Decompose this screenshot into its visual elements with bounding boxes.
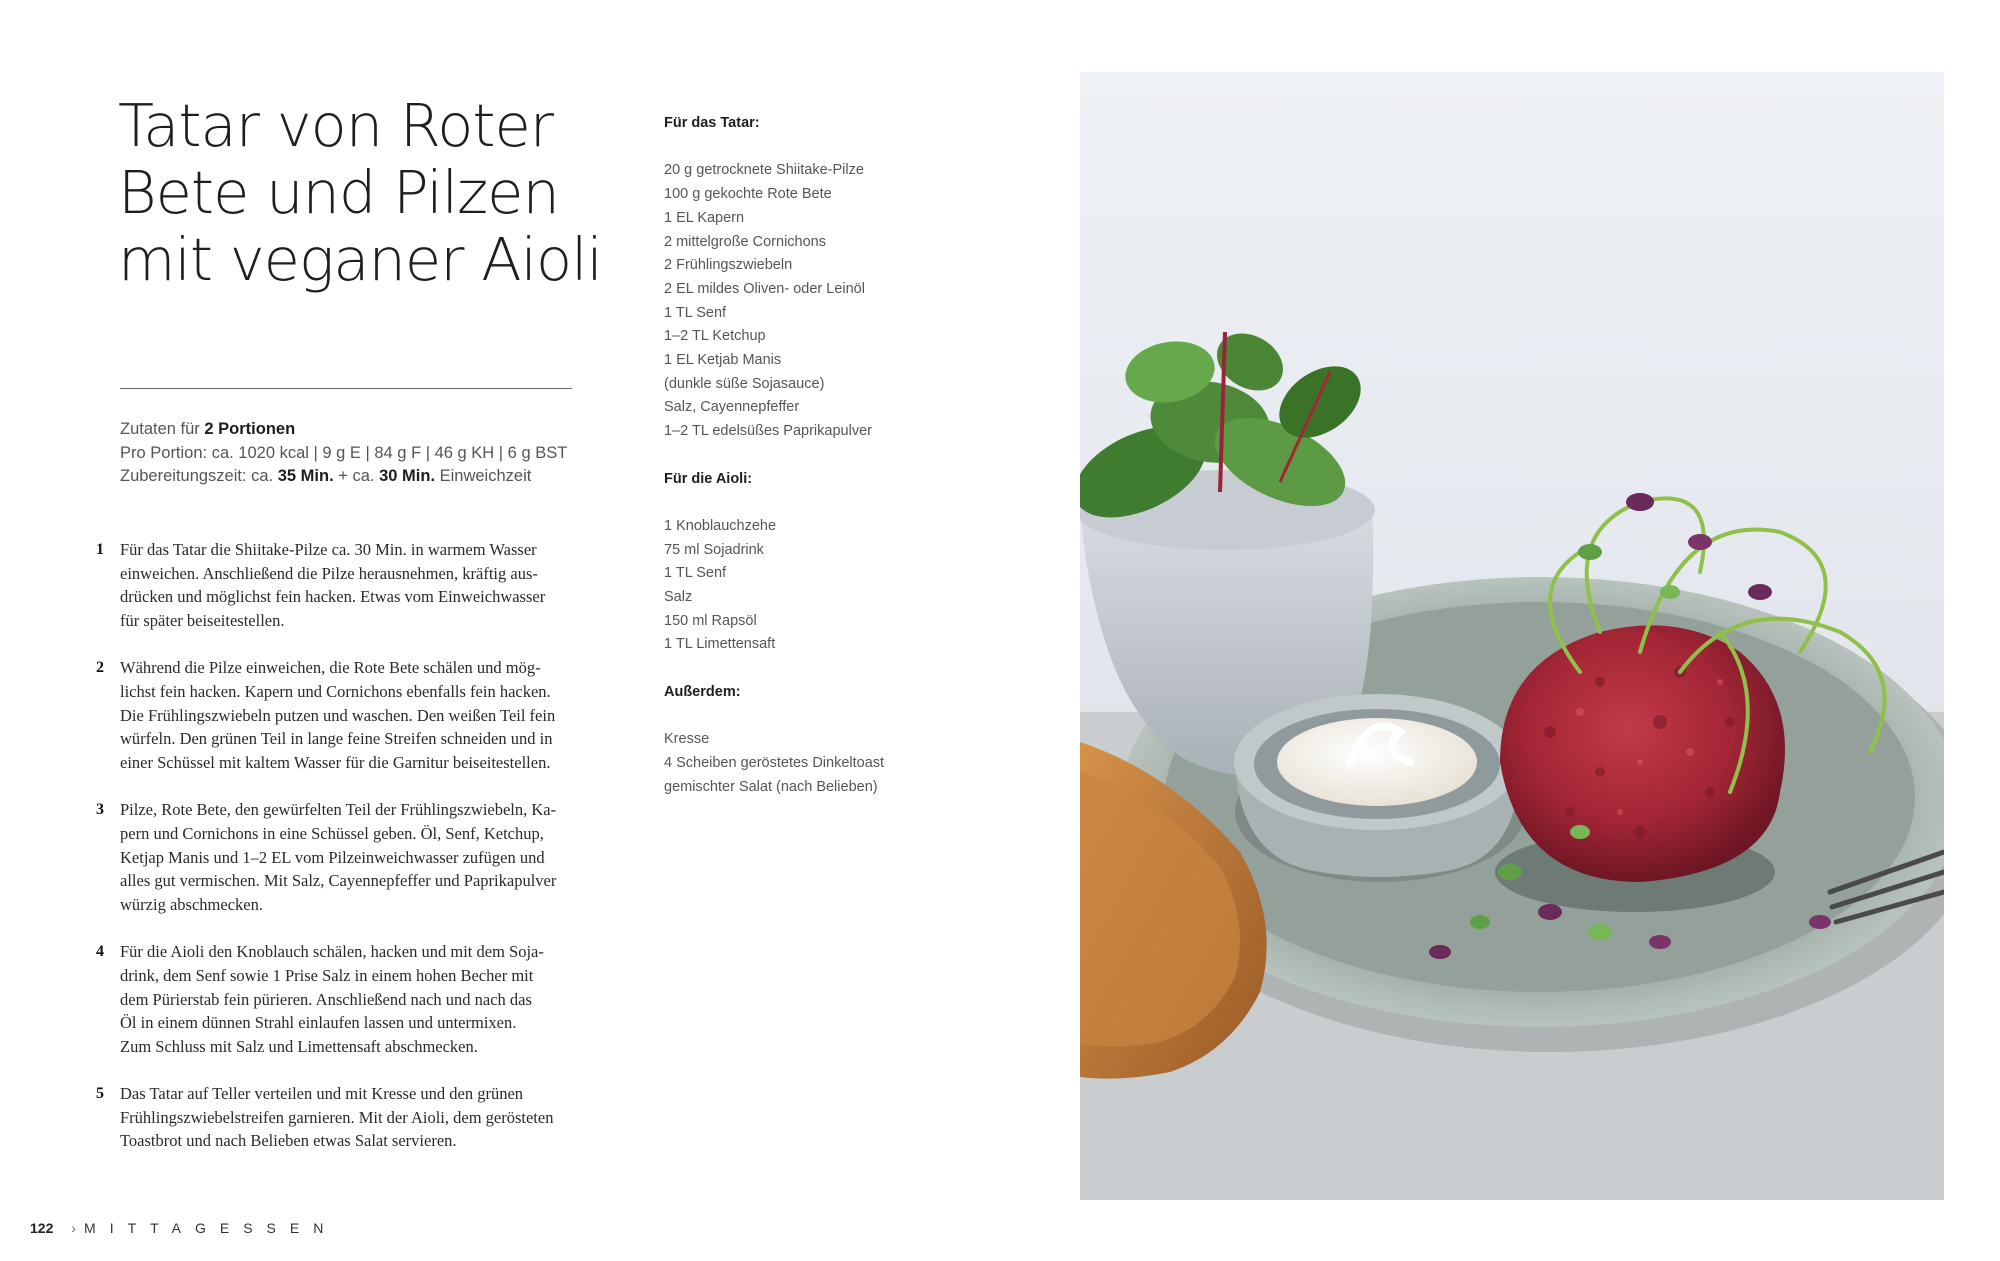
step-line: Frühlingszwiebelstreifen garnieren. Mit der Aioli, dem gerösteten xyxy=(120,1107,554,1127)
ingredient-item: 1–2 TL Ketchup xyxy=(664,328,766,345)
ingredient-item: gemischter Salat (nach Belieben) xyxy=(664,778,878,795)
ingredient-item: 1 TL Senf xyxy=(664,565,727,582)
preparation-steps xyxy=(96,538,576,1177)
step-line: lichst fein hacken. Kapern und Cornichons ebenfalls fein hacken. xyxy=(120,681,551,701)
step-line: Toastbrot und nach Belieben etwas Salat servieren. xyxy=(120,1131,457,1151)
ingredient-item: 75 ml Sojadrink xyxy=(664,541,764,558)
servings-prefix: Zutaten für xyxy=(120,420,205,438)
step-number: 5 xyxy=(96,1085,104,1103)
ingredient-item: 1 TL Limettensaft xyxy=(664,636,776,653)
ingredient-item: 4 Scheiben geröstetes Dinkeltoast xyxy=(664,754,885,771)
step-line: dem Pürierstab fein pürieren. Anschließend nach und nach das xyxy=(120,989,532,1009)
step-line: für später beiseitestellen. xyxy=(120,610,285,630)
step-line: Ketjap Manis und 1–2 EL vom Pilzeinweichwasser zufügen und xyxy=(120,847,545,867)
step-item xyxy=(96,538,576,632)
dish-illustration xyxy=(1080,72,1944,1200)
title-divider xyxy=(120,388,572,389)
prep-middle: + ca. xyxy=(333,467,380,485)
ingredient-item: 2 mittelgroße Cornichons xyxy=(664,233,826,250)
step-item xyxy=(96,656,576,774)
step-number: 2 xyxy=(96,659,104,677)
ingredient-item: 1 EL Ketjab Manis xyxy=(664,352,782,369)
ingredient-item: 2 EL mildes Oliven- oder Leinöl xyxy=(664,280,865,297)
step-line: Die Frühlingszwiebeln putzen und waschen. Den weißen Teil fein xyxy=(120,705,556,725)
ingredient-item: (dunkle süße Sojasauce) xyxy=(664,375,825,392)
page-footer xyxy=(30,1220,337,1236)
step-item xyxy=(96,798,576,916)
ingredient-item: 20 g getrocknete Shiitake-Pilze xyxy=(664,162,864,179)
title-line: Bete und Pilzen xyxy=(118,158,559,227)
ingredient-item: 1 TL Senf xyxy=(664,304,727,321)
ingredients-heading-extra: Außerdem: xyxy=(664,683,741,700)
step-number: 3 xyxy=(96,801,104,819)
servings-line xyxy=(120,418,590,442)
step-line: Für das Tatar die Shiitake-Pilze ca. 30 Min. in warmem Wasser xyxy=(120,540,537,559)
step-line: würzig abschmecken. xyxy=(120,894,263,914)
nutrition-line: Pro Portion: ca. 1020 kcal | 9 g E | 84 g F | 46 g KH | 6 g BST xyxy=(120,443,568,462)
ingredient-item: Kresse xyxy=(664,731,710,748)
ingredient-item: 1 Knoblauchzehe xyxy=(664,517,777,534)
step-line: pern und Cornichons in eine Schüssel geben. Öl, Senf, Ketchup, xyxy=(120,823,544,843)
ingredient-item: 1 EL Kapern xyxy=(664,209,745,226)
ingredients-heading-aioli: Für die Aioli: xyxy=(664,470,753,487)
step-line: würfeln. Den grünen Teil in lange feine Streifen schneiden und in xyxy=(120,729,553,749)
recipe-meta xyxy=(120,418,590,489)
title-line: mit veganer Aioli xyxy=(118,225,602,294)
ingredients-column xyxy=(664,112,964,823)
ingredient-item: 100 g gekochte Rote Bete xyxy=(664,186,832,203)
prep-time-value: 35 Min. xyxy=(277,467,334,485)
ingredient-item: Salz, Cayennepfeffer xyxy=(664,399,800,416)
step-line: einweichen. Anschließend die Pilze herausnehmen, kräftig aus- xyxy=(120,563,538,583)
section-name: MITTAGESSEN xyxy=(84,1220,338,1236)
ingredients-list-aioli xyxy=(664,515,964,657)
soak-suffix: Einweichzeit xyxy=(435,467,532,485)
step-item xyxy=(96,940,576,1058)
servings-value: 2 Portionen xyxy=(204,420,296,438)
ingredient-item: Salz xyxy=(664,589,693,606)
recipe-title xyxy=(118,92,618,293)
step-line: Öl in einem dünnen Strahl einlaufen lassen und untermixen. xyxy=(120,1013,517,1033)
ingredient-item: 1–2 TL edelsüßes Paprikapulver xyxy=(664,423,872,440)
step-line: Während die Pilze einweichen, die Rote Bete schälen und mög- xyxy=(120,658,541,678)
soak-time-value: 30 Min. xyxy=(379,467,436,485)
ingredient-item: 150 ml Rapsöl xyxy=(664,612,757,629)
step-line: drink, dem Senf sowie 1 Prise Salz in einem hohen Becher mit xyxy=(120,965,534,985)
step-line: Pilze, Rote Bete, den gewürfelten Teil der Frühlingszwiebeln, Ka- xyxy=(120,800,557,820)
step-line: alles gut vermischen. Mit Salz, Cayennepfeffer und Paprikapulver xyxy=(120,871,557,891)
dish-photo xyxy=(1080,72,1944,1200)
step-number: 4 xyxy=(96,943,104,961)
ingredients-list-extra xyxy=(664,728,964,799)
prep-time-line xyxy=(120,465,590,489)
page-number: 122 xyxy=(30,1220,54,1236)
step-line: Zum Schluss mit Salz und Limettensaft abschmecken. xyxy=(120,1036,478,1056)
step-line: drücken und möglichst fein hacken. Etwas vom Einweichwasser xyxy=(120,587,546,607)
step-line: Für die Aioli den Knoblauch schälen, hacken und mit dem Soja- xyxy=(120,942,544,962)
step-line: Das Tatar auf Teller verteilen und mit Kresse und den grünen xyxy=(120,1084,524,1104)
step-item xyxy=(96,1082,576,1153)
ingredients-heading-tatar: Für das Tatar: xyxy=(664,115,760,131)
prep-prefix: Zubereitungszeit: ca. xyxy=(120,467,278,485)
step-line: einer Schüssel mit kaltem Wasser für die Garnitur beiseitestellen. xyxy=(120,752,551,772)
step-number: 1 xyxy=(96,541,104,558)
ingredient-item: 2 Frühlingszwiebeln xyxy=(664,257,793,274)
chevron-right-icon: › xyxy=(71,1220,77,1236)
title-line: Tatar von Roter xyxy=(118,91,554,160)
ingredients-list-tatar xyxy=(664,159,964,443)
